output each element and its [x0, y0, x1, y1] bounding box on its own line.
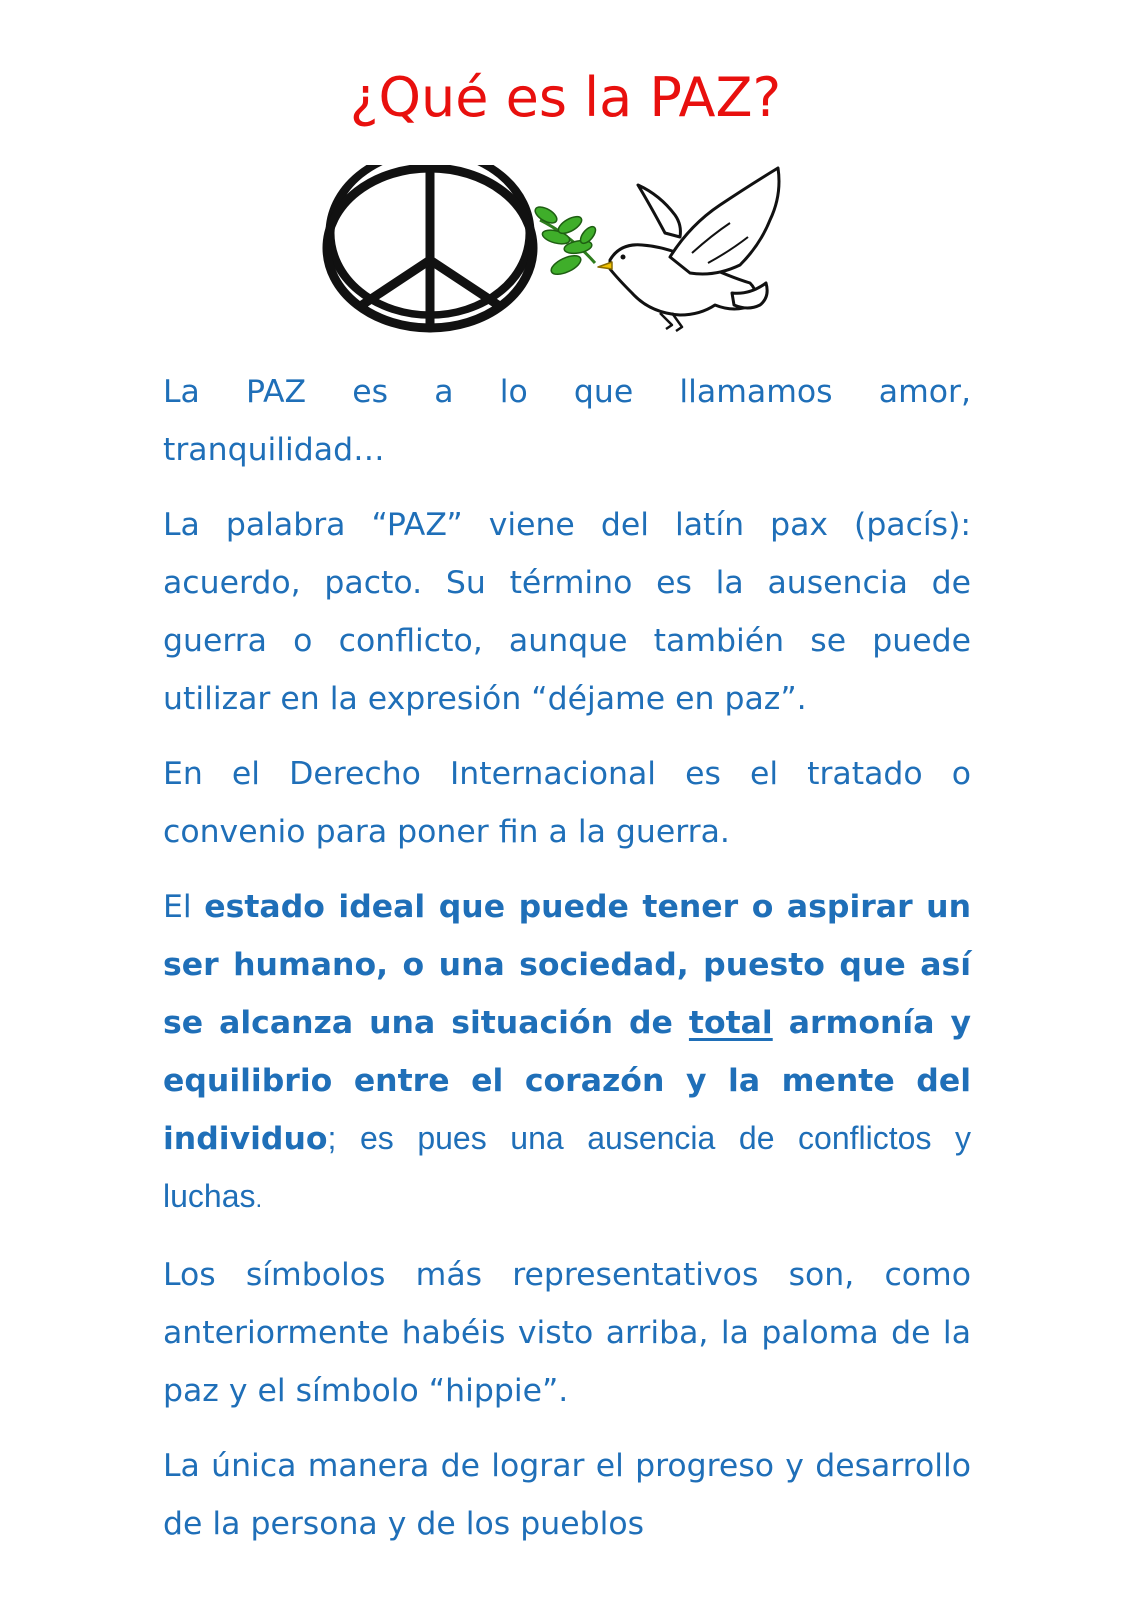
paragraph-4-end: .	[255, 1186, 263, 1213]
peace-symbol-icon	[327, 165, 533, 328]
paragraph-6: La única manera de lograr el progreso y desarrollo de la persona y de los pueblos	[163, 1448, 971, 1542]
paragraph-5: Los símbolos más representativos son, como anteriormente habéis visto arriba, la paloma de la paz y el símbolo “hippie”.	[163, 1257, 971, 1409]
paragraph-2: La palabra “PAZ” viene del latín pax (pacís): acuerdo, pacto. Su término es la ausencia de guerra o conflicto, aunque también se puede utilizar en la expresión “déjame en paz”.	[163, 507, 971, 717]
paragraph-4-underlined: total	[688, 1005, 773, 1041]
paragraph-1-line-1: La PAZ es a lo que llamamos amor,	[163, 374, 971, 410]
paragraph-4-lead: El	[163, 889, 205, 925]
paragraph-4-tail: ; es pues una ausencia de conflictos y luchas	[163, 1120, 971, 1214]
paragraph-1-line-2: tranquilidad…	[163, 432, 385, 468]
paragraph-3: En el Derecho Internacional es el tratado o convenio para poner fin a la guerra.	[163, 756, 971, 850]
dove-icon	[598, 168, 779, 331]
paragraph-4	[163, 878, 971, 1229]
peace-illustration	[320, 165, 800, 345]
article-body	[163, 363, 971, 1553]
paragraph-4-bold-2: armonía y equilibrio entre el corazón y la mente del individuo	[163, 1005, 971, 1157]
page-title: ¿Qué es la PAZ?	[349, 66, 782, 129]
paragraph-1	[163, 363, 971, 479]
olive-branch-icon	[533, 204, 599, 278]
paragraph-4-bold-1: estado ideal que puede tener o aspirar un ser humano, o una sociedad, puesto que así se alcanza una situación de	[163, 889, 972, 1041]
